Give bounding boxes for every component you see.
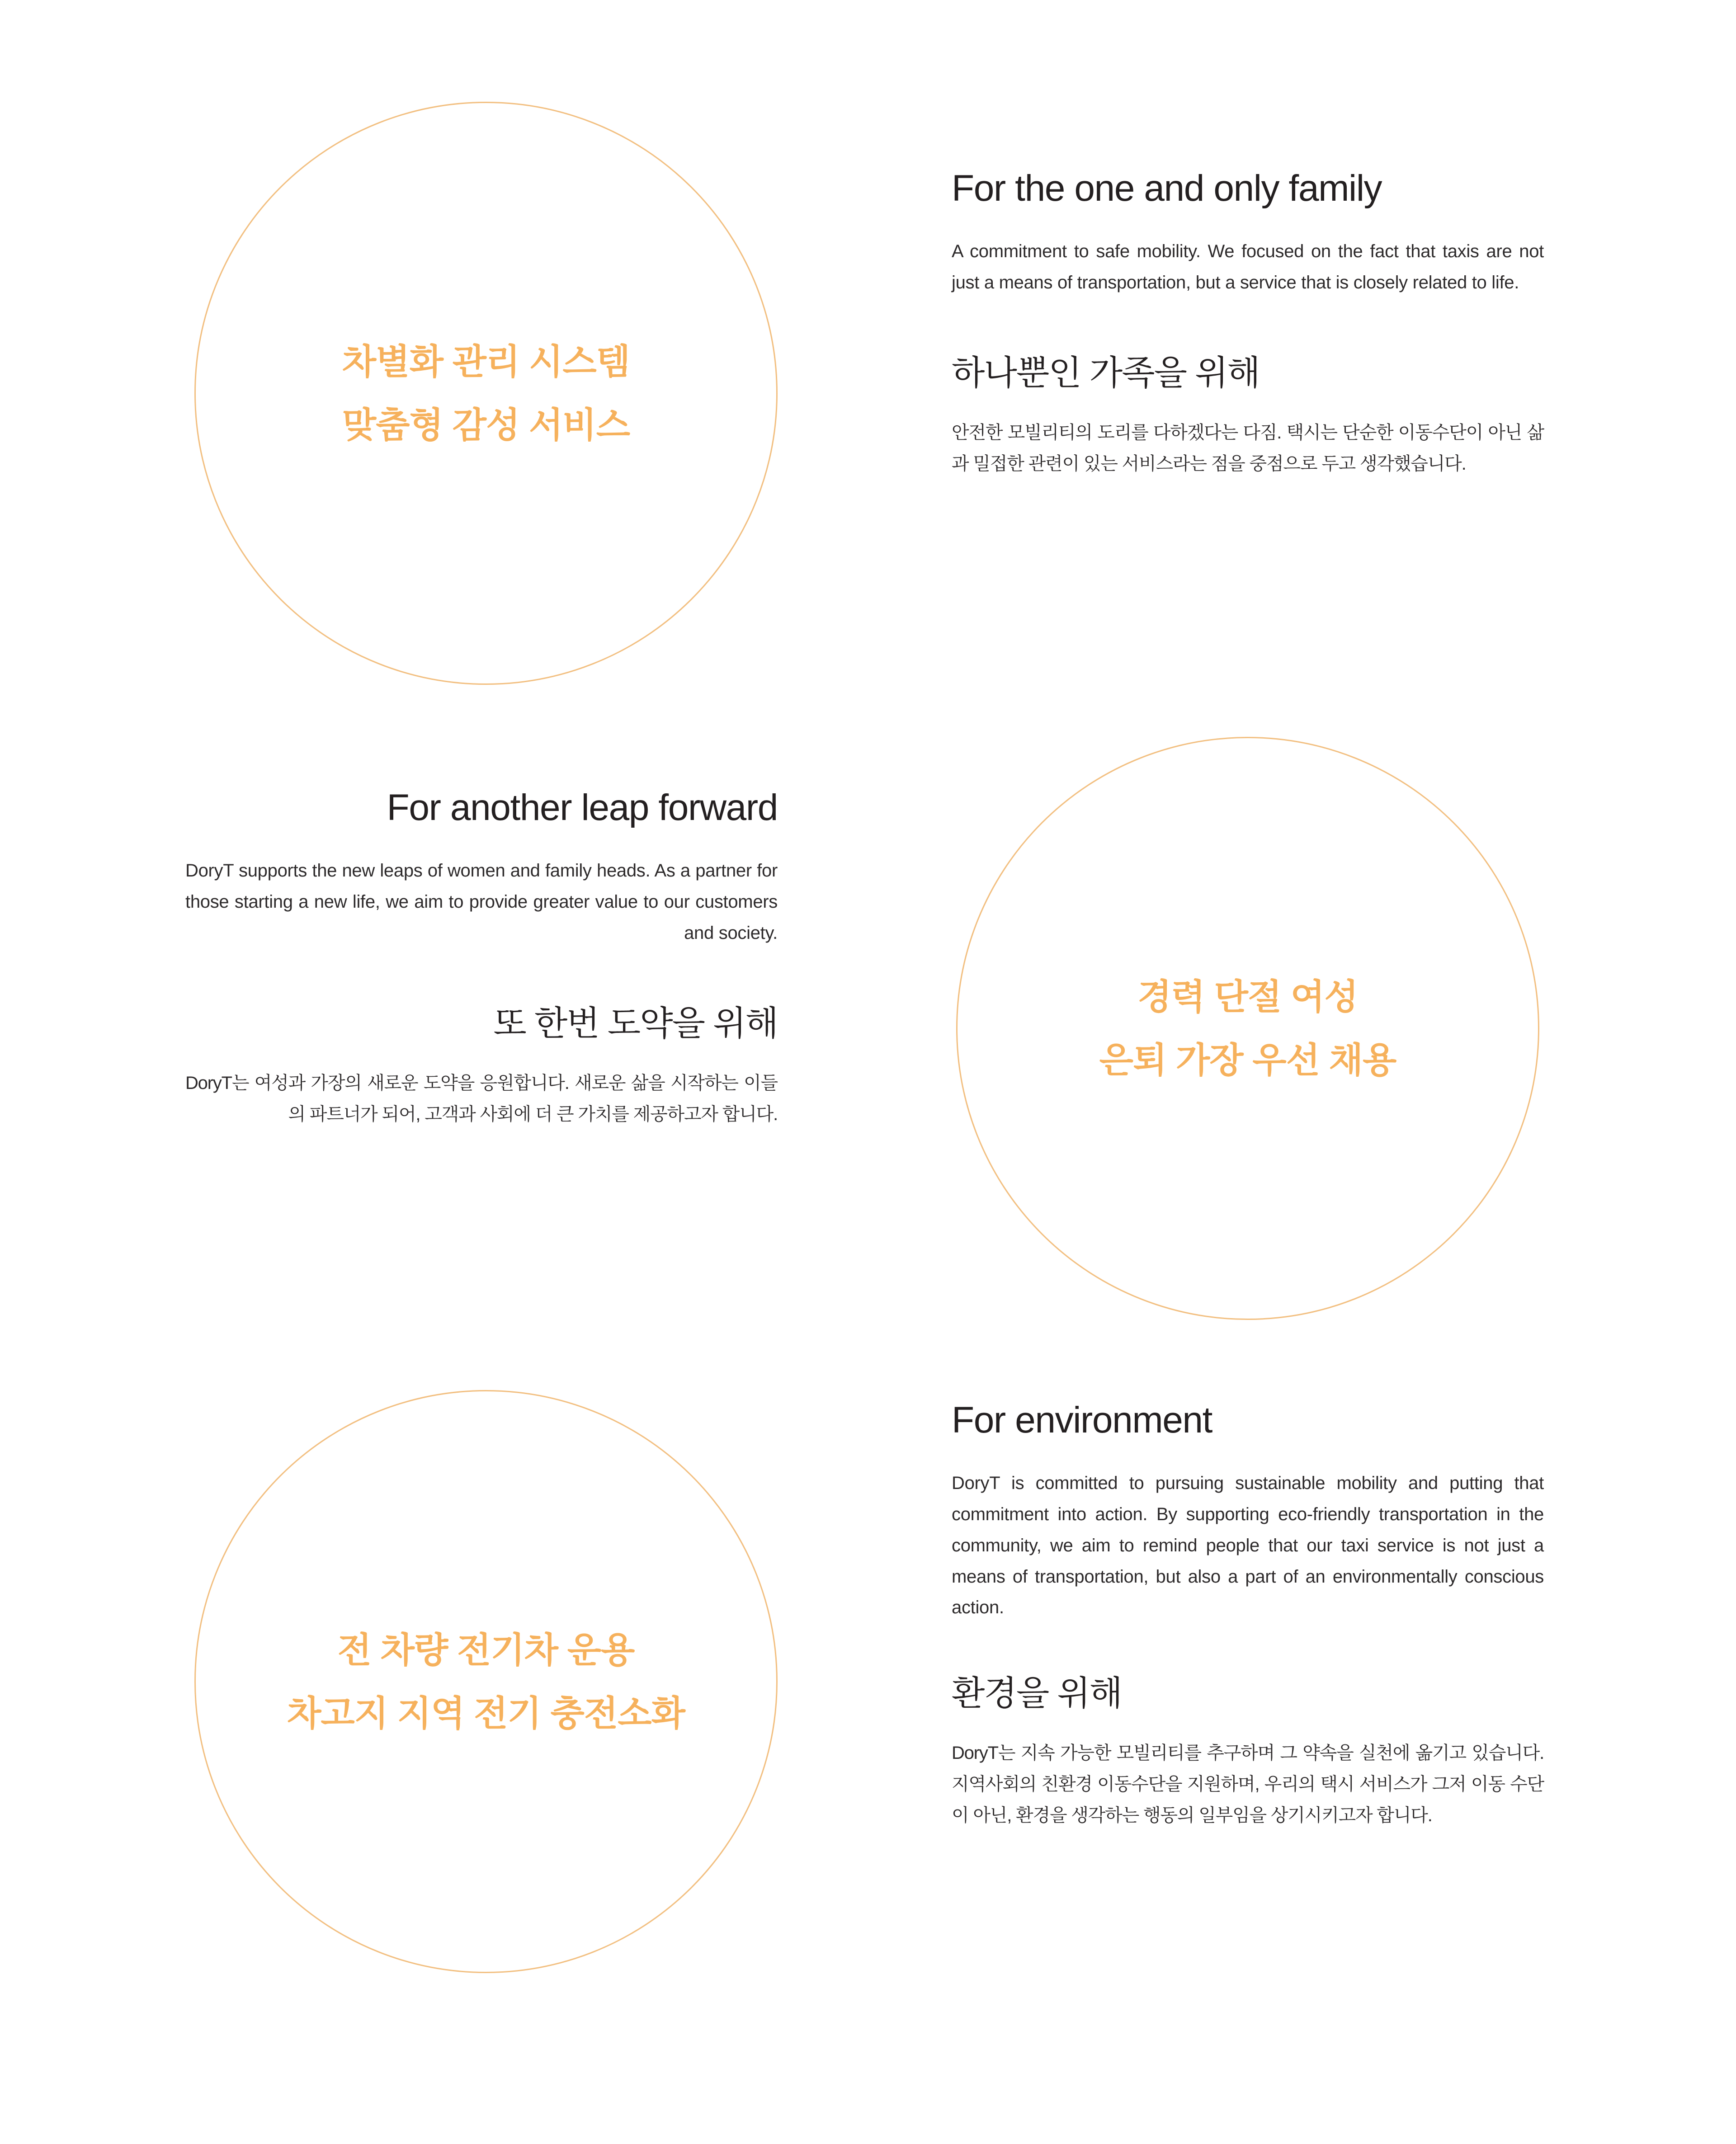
section-heading-en: For environment [952,1399,1212,1441]
section-heading-ko: 환경을 위해 [952,1674,1122,1713]
section-heading-ko: 하나뿐인 가족을 위해 [952,353,1260,392]
section-body-ko: 안전한 모빌리티의 도리를 다하겠다는 다짐. 택시는 단순한 이동수단이 아닌 삶과 밀접한 관련이 있는 서비스라는 점을 중점으로 두고 생각했습니다. [952,423,1544,474]
circle-line: 경력 단절 여성 [1137,977,1358,1017]
section-heading-en: For another leap forward [387,787,778,828]
circle-badge-environment [194,1390,778,1973]
circle-line: 맞춤형 감성 서비스 [342,405,630,445]
section-leap [185,787,778,1130]
section-body-en: DoryT is committed to pursuing sustainable mobility and putting that commitment into action. By supporting eco-friendly transportation in the community, we aim to remind people that our taxi service is not just a means of transportation, but also a part of an environmentally conscious action. [952,1473,1544,1618]
circle-badge-family [194,102,778,685]
section-body-en: DoryT supports the new leaps of women and family heads. As a partner for those starting a new life, we aim to provide greater value to our customers and society. [185,861,778,943]
circle-line: 차고지 지역 전기 충전소화 [287,1693,685,1733]
section-body-ko: DoryT는 지속 가능한 모빌리티를 추구하며 그 약속을 실천에 옮기고 있습니다. 지역사회의 친환경 이동수단을 지원하며, 우리의 택시 서비스가 그저 이동 수단이 아닌, 환경을 생각하는 행동의 일부임을 상기시키고자 합니다. [952,1743,1544,1826]
circle-badge-leap [956,737,1539,1320]
circle-line: 차별화 관리 시스템 [342,342,630,382]
section-body-ko: DoryT는 여성과 가장의 새로운 도약을 응원합니다. 새로운 삶을 시작하는 이들의 파트너가 되어, 고객과 사회에 더 큰 가치를 제공하고자 합니다. [185,1073,778,1124]
circle-line: 전 차량 전기차 운용 [337,1630,635,1670]
section-body-en: A commitment to safe mobility. We focused on the fact that taxis are not just a means of transportation, but a service that is closely related to life. [952,241,1544,293]
section-heading-ko: 또 한번 도약을 위해 [493,1004,778,1043]
circle-line: 은퇴 가장 우선 채용 [1099,1040,1396,1080]
section-family [952,167,1544,480]
section-environment [952,1399,1544,1831]
section-heading-en: For the one and only family [952,168,1382,209]
